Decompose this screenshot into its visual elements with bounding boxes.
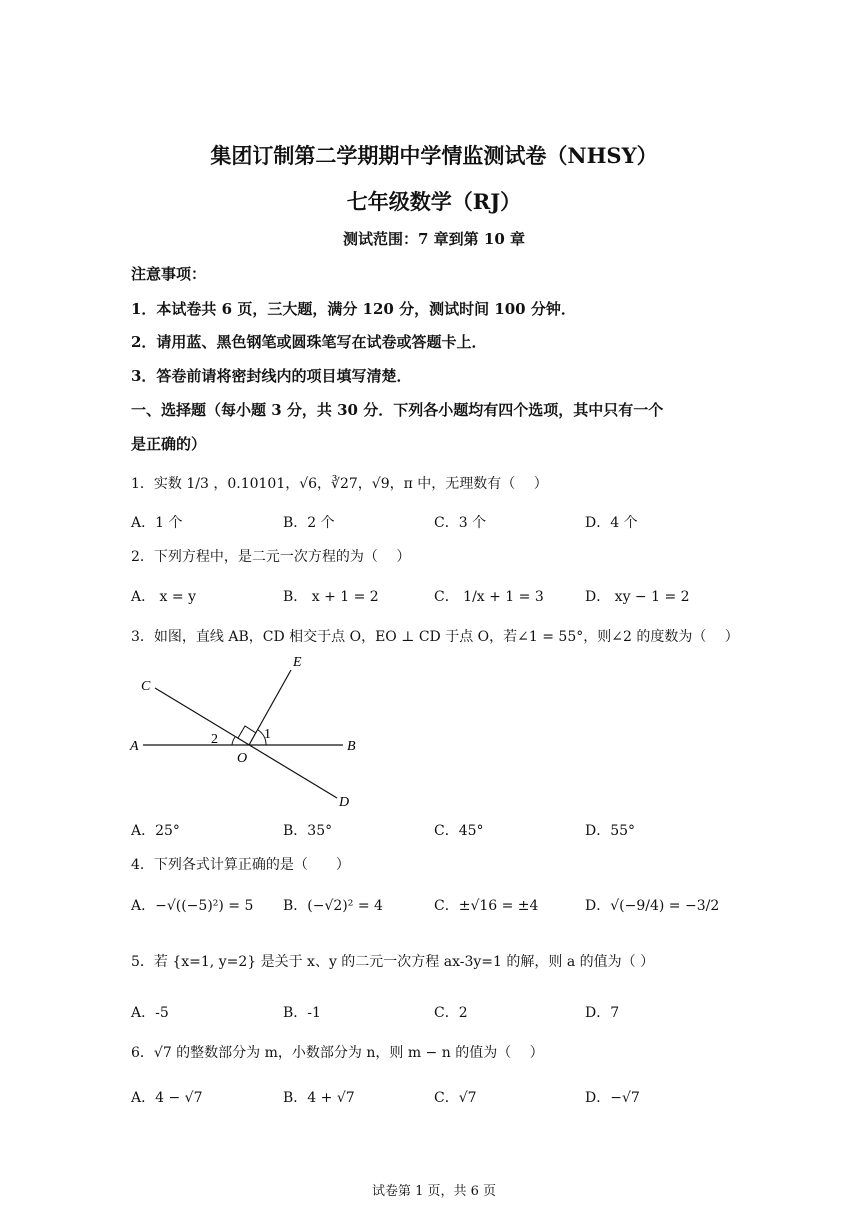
option-d: D．55° xyxy=(585,823,636,839)
note-item: 1．本试卷共 6 页，三大题，满分 120 分，测试时间 100 分钟． xyxy=(131,300,576,318)
label-b: B xyxy=(347,739,356,754)
option-a: A． x = y xyxy=(131,589,196,605)
option-b: B． x + 1 = 2 xyxy=(283,589,379,605)
option-d: D．−√7 xyxy=(585,1090,640,1106)
option-c: C．±√16 = ±4 xyxy=(434,898,539,914)
intersecting-lines-figure xyxy=(125,650,375,815)
option-a: A．4 − √7 xyxy=(131,1090,203,1106)
option-b: B．4 + √7 xyxy=(283,1090,355,1106)
angle-2-arc xyxy=(232,737,235,745)
note-item: 2．请用蓝、黑色钢笔或圆珠笔写在试卷或答题卡上． xyxy=(131,333,487,351)
label-o: O xyxy=(237,751,248,766)
note-item: 3．答卷前请将密封线内的项目填写清楚． xyxy=(131,367,412,385)
option-b: B．35° xyxy=(283,823,333,839)
option-a: A．-5 xyxy=(131,1005,169,1021)
option-b: B．(−√2)² = 4 xyxy=(283,898,383,914)
option-d: D．7 xyxy=(585,1005,620,1021)
label-angle-2: 2 xyxy=(211,732,218,747)
option-c: C．45° xyxy=(434,823,484,839)
notes-heading: 注意事项： xyxy=(131,265,207,283)
label-a: A xyxy=(130,739,139,754)
question-6-stem: 6．√7 的整数部分为 m，小数部分为 n，则 m − n 的值为（ ） xyxy=(131,1045,544,1061)
section-heading-cont: 是正确的） xyxy=(131,435,207,453)
option-b: B．-1 xyxy=(283,1005,321,1021)
option-d: D．4 个 xyxy=(585,515,638,531)
option-b: B．2 个 xyxy=(283,515,335,531)
exam-subtitle: 七年级数学（RJ） xyxy=(346,189,522,214)
question-4-stem: 4．下列各式计算正确的是（ ） xyxy=(131,857,350,873)
test-range: 测试范围：7 章到第 10 章 xyxy=(343,230,525,248)
option-a: A．25° xyxy=(131,823,180,839)
option-c: C．2 xyxy=(434,1005,468,1021)
line-cd xyxy=(155,688,337,798)
label-d: D xyxy=(339,795,350,810)
page-footer: 试卷第 1 页，共 6 页 xyxy=(371,1184,497,1199)
option-d: D． xy − 1 = 2 xyxy=(585,589,690,605)
label-e: E xyxy=(293,655,302,670)
section-heading: 一、选择题（每小题 3 分，共 30 分．下列各小题均有四个选项，其中只有一个 xyxy=(131,401,664,419)
label-angle-1: 1 xyxy=(264,727,271,742)
question-2-stem: 2．下列方程中，是二元一次方程的为（ ） xyxy=(131,549,411,565)
option-a: A．1 个 xyxy=(131,515,183,531)
label-c: C xyxy=(141,679,151,694)
option-c: C．√7 xyxy=(434,1090,477,1106)
option-d: D．√(−9/4) = −3/2 xyxy=(585,898,720,914)
exam-title: 集团订制第二学期期中学情监测试卷（NHSY） xyxy=(210,143,658,168)
option-a: A．−√((−5)²) = 5 xyxy=(131,898,254,914)
question-1-stem: 1．实数 1/3 ，0.10101，√6，∛27，√9，π 中，无理数有（ ） xyxy=(131,476,548,492)
question-3-stem: 3．如图，直线 AB，CD 相交于点 O，EO ⊥ CD 于点 O，若∠1 = 55°，则∠2 的度数为（ ） xyxy=(131,629,739,645)
option-c: C． 1/x + 1 = 3 xyxy=(434,589,544,605)
option-c: C．3 个 xyxy=(434,515,487,531)
question-5-stem: 5．若 {x=1, y=2} 是关于 x、y 的二元一次方程 ax-3y=1 的解，则 a 的值为（ ） xyxy=(131,954,655,970)
